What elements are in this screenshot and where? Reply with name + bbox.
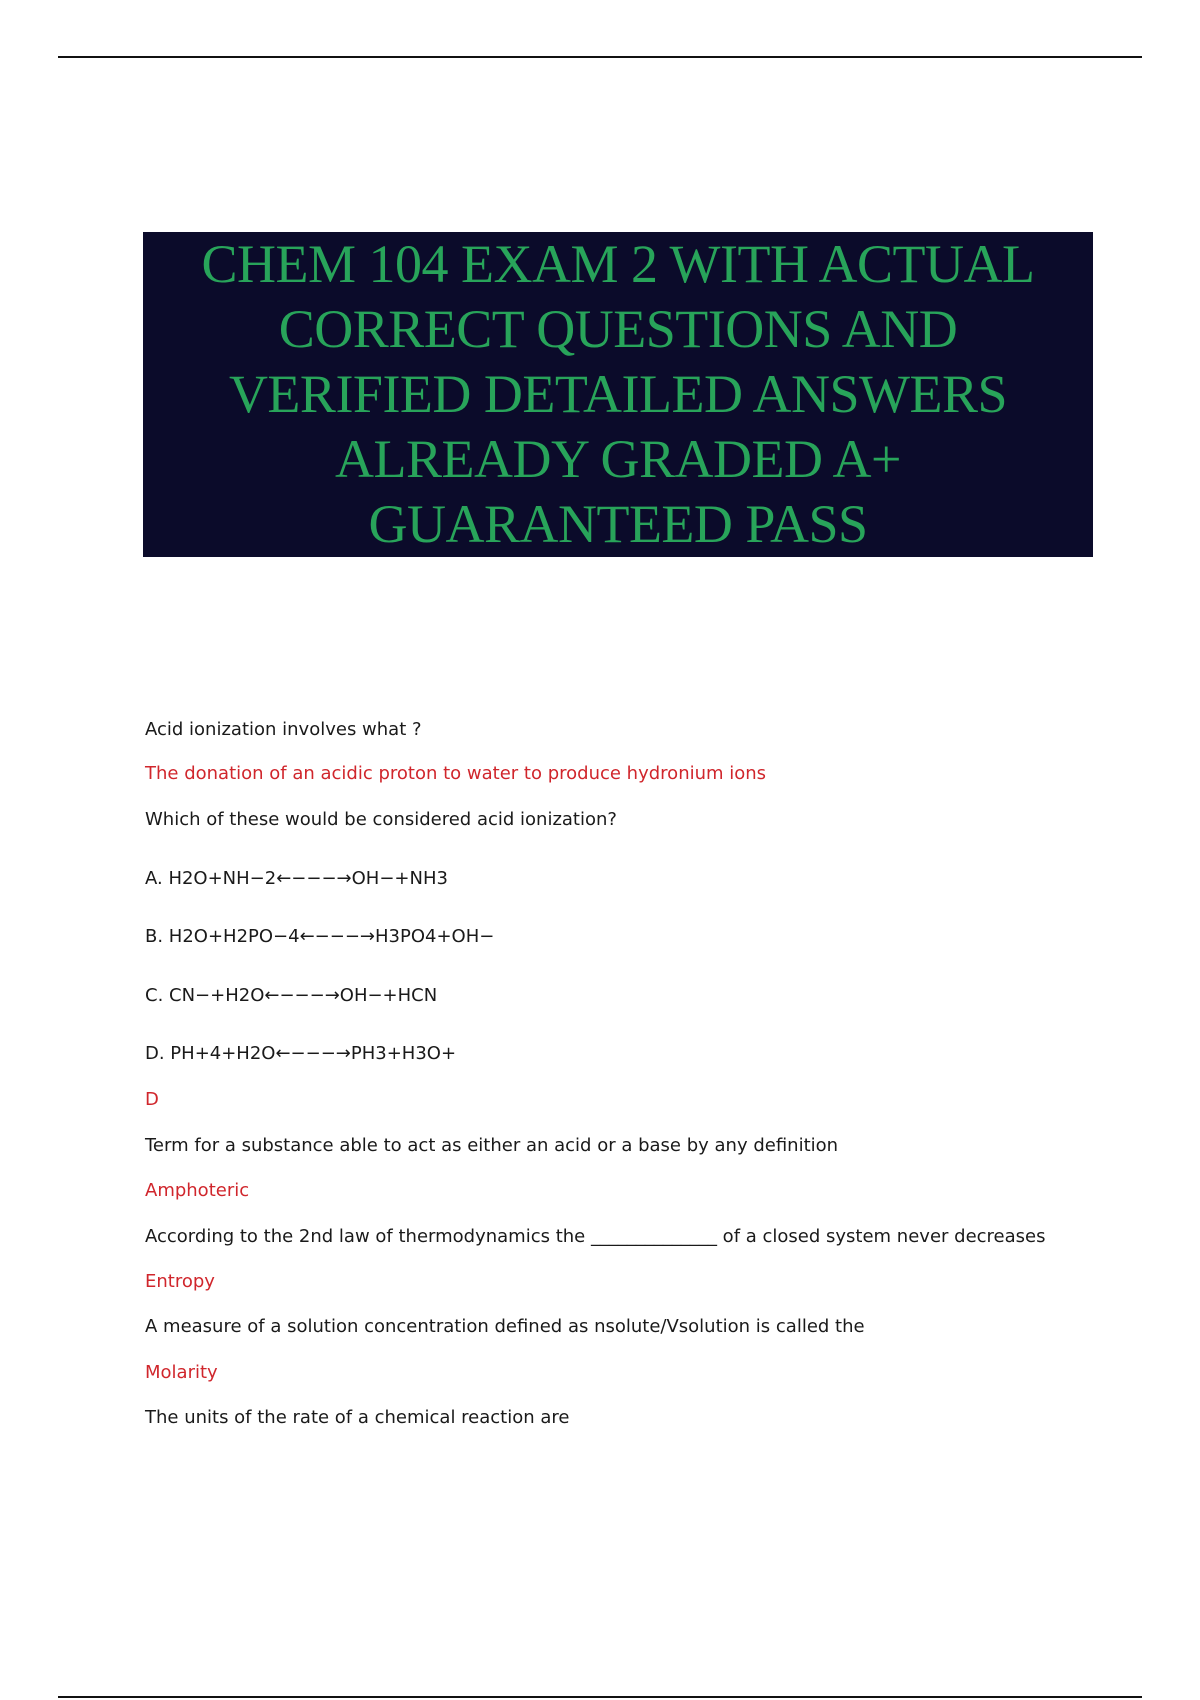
- option-c: C. CN−+H2O←−−−→OH−+HCN: [145, 985, 438, 1006]
- title-line-1: CHEM 104 EXAM 2 WITH ACTUAL: [201, 234, 1035, 294]
- answer-option: D: [145, 1089, 159, 1110]
- question-acid-ionization: Acid ionization involves what ?: [145, 719, 422, 740]
- answer-entropy: Entropy: [145, 1271, 215, 1292]
- option-a: A. H2O+NH−2←−−−→OH−+NH3: [145, 868, 448, 889]
- answer-acid-ionization: The donation of an acidic proton to water to produce hydronium ions: [145, 763, 767, 784]
- title-line-4: ALREADY GRADED A+: [335, 429, 901, 489]
- bottom-rule: [58, 1696, 1142, 1698]
- answer-amphoteric: Amphoteric: [145, 1180, 250, 1201]
- option-b: B. H2O+H2PO−4←−−−→H3PO4+OH−: [145, 926, 495, 947]
- title-line-5: GUARANTEED PASS: [368, 494, 868, 554]
- title-line-3: VERIFIED DETAILED ANSWERS: [228, 364, 1008, 424]
- title-line-2: CORRECT QUESTIONS AND: [278, 299, 958, 359]
- option-d: D. PH+4+H2O←−−−→PH3+H3O+: [145, 1043, 457, 1064]
- question-molarity: A measure of a solution concentration defined as nsolute/Vsolution is called the: [145, 1316, 865, 1337]
- question-which-acid-ionization: Which of these would be considered acid ionization?: [145, 809, 617, 830]
- title-banner: [143, 232, 1093, 557]
- question-second-law: According to the 2nd law of thermodynamics the ______________ of a closed system never decreases: [145, 1226, 1046, 1247]
- question-rate-units: The units of the rate of a chemical reaction are: [145, 1407, 570, 1428]
- question-amphoteric: Term for a substance able to act as either an acid or a base by any definition: [145, 1135, 839, 1156]
- answer-molarity: Molarity: [145, 1362, 218, 1383]
- top-rule: [58, 56, 1142, 58]
